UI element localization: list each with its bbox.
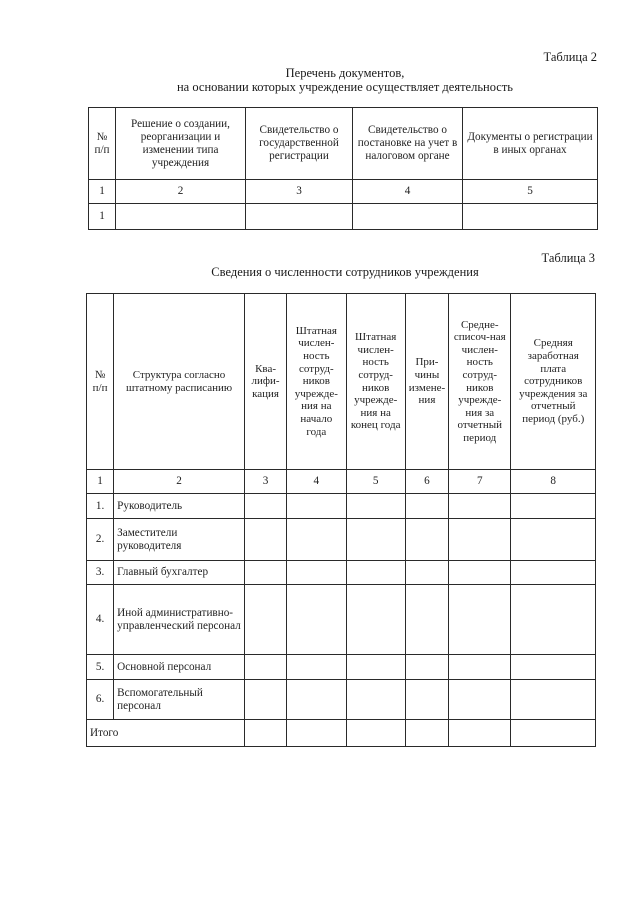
table3-header-average-headcount: Средне-списоч-ная числен-ность сотруд-ников учрежде-ния за отчетный период — [449, 294, 511, 470]
row-structure-name: Руководитель — [114, 494, 245, 519]
empty-cell — [244, 494, 286, 519]
table-row — [87, 519, 596, 561]
table3-col-number: 6 — [405, 470, 448, 494]
table2-row-num: 1 — [89, 204, 116, 230]
table-row — [89, 204, 598, 230]
table2-header-tax-registration: Свидетельство о постановке на учет в налоговом органе — [353, 108, 463, 180]
table2-cell — [246, 204, 353, 230]
empty-cell — [244, 519, 286, 561]
table2-col-number: 2 — [116, 180, 246, 204]
row-num: 6. — [87, 680, 114, 720]
row-structure-name: Главный бухгалтер — [114, 561, 245, 585]
empty-cell — [287, 585, 346, 655]
table3-header-average-salary: Средняя заработная плата сотрудников учреждения за отчетный период (руб.) — [511, 294, 596, 470]
empty-cell — [511, 655, 596, 680]
table3-total-row — [87, 720, 596, 747]
table-row — [87, 494, 596, 519]
empty-cell — [449, 585, 511, 655]
empty-cell — [346, 561, 405, 585]
empty-cell — [449, 655, 511, 680]
table-row — [87, 585, 596, 655]
row-structure-name: Заместители руководителя — [114, 519, 245, 561]
empty-cell — [511, 519, 596, 561]
empty-cell — [449, 720, 511, 747]
empty-cell — [405, 494, 448, 519]
table2-header-row — [89, 108, 598, 180]
empty-cell — [405, 720, 448, 747]
empty-cell — [346, 655, 405, 680]
empty-cell — [511, 561, 596, 585]
empty-cell — [244, 561, 286, 585]
empty-cell — [511, 494, 596, 519]
table2-cell — [463, 204, 598, 230]
empty-cell — [405, 655, 448, 680]
table3-header-structure: Структура согласно штатному расписанию — [114, 294, 245, 470]
table2-header-state-registration: Свидетельство о государственной регистрации — [246, 108, 353, 180]
table2-cell — [116, 204, 246, 230]
empty-cell — [511, 680, 596, 720]
empty-cell — [449, 680, 511, 720]
empty-cell — [405, 519, 448, 561]
empty-cell — [346, 720, 405, 747]
table2-col-number: 5 — [463, 180, 598, 204]
table2-cell — [353, 204, 463, 230]
row-num: 1. — [87, 494, 114, 519]
table2-header-num: № п/п — [89, 108, 116, 180]
empty-cell — [449, 519, 511, 561]
table3-header-row — [87, 294, 596, 470]
table3-header-staff-start: Штатная числен-ность сотруд-ников учрежде-ния на начало года — [287, 294, 346, 470]
empty-cell — [244, 585, 286, 655]
row-structure-name: Вспомогательный персонал — [114, 680, 245, 720]
table3-col-number: 4 — [287, 470, 346, 494]
table3-title: Сведения о численности сотрудников учреждения — [211, 265, 479, 279]
table-row — [87, 655, 596, 680]
row-num: 3. — [87, 561, 114, 585]
empty-cell — [346, 494, 405, 519]
empty-cell — [346, 585, 405, 655]
table3-header-staff-end: Штатная числен-ность сотруд-ников учрежде-ния на конец года — [346, 294, 405, 470]
table2-col-number: 1 — [89, 180, 116, 204]
table3-header-qualification: Ква-лифи-кация — [244, 294, 286, 470]
empty-cell — [405, 561, 448, 585]
table2-header-decision: Решение о создании, реорганизации и изменении типа учреждения — [116, 108, 246, 180]
empty-cell — [244, 655, 286, 680]
row-num: 5. — [87, 655, 114, 680]
table2-title-line1: Перечень документов, — [285, 66, 405, 80]
empty-cell — [287, 655, 346, 680]
table3-col-number: 2 — [114, 470, 245, 494]
empty-cell — [405, 680, 448, 720]
table3-caption: Таблица 3 — [541, 251, 595, 265]
empty-cell — [287, 519, 346, 561]
table2-header-other-registration: Документы о регистрации в иных органах — [463, 108, 598, 180]
row-num: 4. — [87, 585, 114, 655]
empty-cell — [405, 585, 448, 655]
row-structure-name: Основной персонал — [114, 655, 245, 680]
table2-title-line2: на основании которых учреждение осуществляет деятельность — [176, 80, 514, 94]
table3-col-number: 8 — [511, 470, 596, 494]
documents-table — [88, 107, 598, 230]
empty-cell — [449, 561, 511, 585]
empty-cell — [244, 720, 286, 747]
empty-cell — [287, 494, 346, 519]
empty-cell — [346, 519, 405, 561]
empty-cell — [449, 494, 511, 519]
table3-numbering-row — [87, 470, 596, 494]
table3-header-change-reasons: При-чины измене-ния — [405, 294, 448, 470]
empty-cell — [287, 720, 346, 747]
table2-caption: Таблица 2 — [543, 50, 597, 64]
table3-header-num: № п/п — [87, 294, 114, 470]
empty-cell — [287, 680, 346, 720]
table2-col-number: 3 — [246, 180, 353, 204]
empty-cell — [511, 585, 596, 655]
empty-cell — [244, 680, 286, 720]
table3-col-number: 7 — [449, 470, 511, 494]
table2-numbering-row — [89, 180, 598, 204]
table3-col-number: 3 — [244, 470, 286, 494]
staff-table — [86, 293, 596, 747]
empty-cell — [346, 680, 405, 720]
table-row — [87, 561, 596, 585]
total-label: Итого — [87, 720, 245, 747]
empty-cell — [287, 561, 346, 585]
empty-cell — [511, 720, 596, 747]
table2-col-number: 4 — [353, 180, 463, 204]
row-num: 2. — [87, 519, 114, 561]
table3-col-number: 1 — [87, 470, 114, 494]
row-structure-name: Иной административно-управленческий персонал — [114, 585, 245, 655]
table-row — [87, 680, 596, 720]
table3-col-number: 5 — [346, 470, 405, 494]
